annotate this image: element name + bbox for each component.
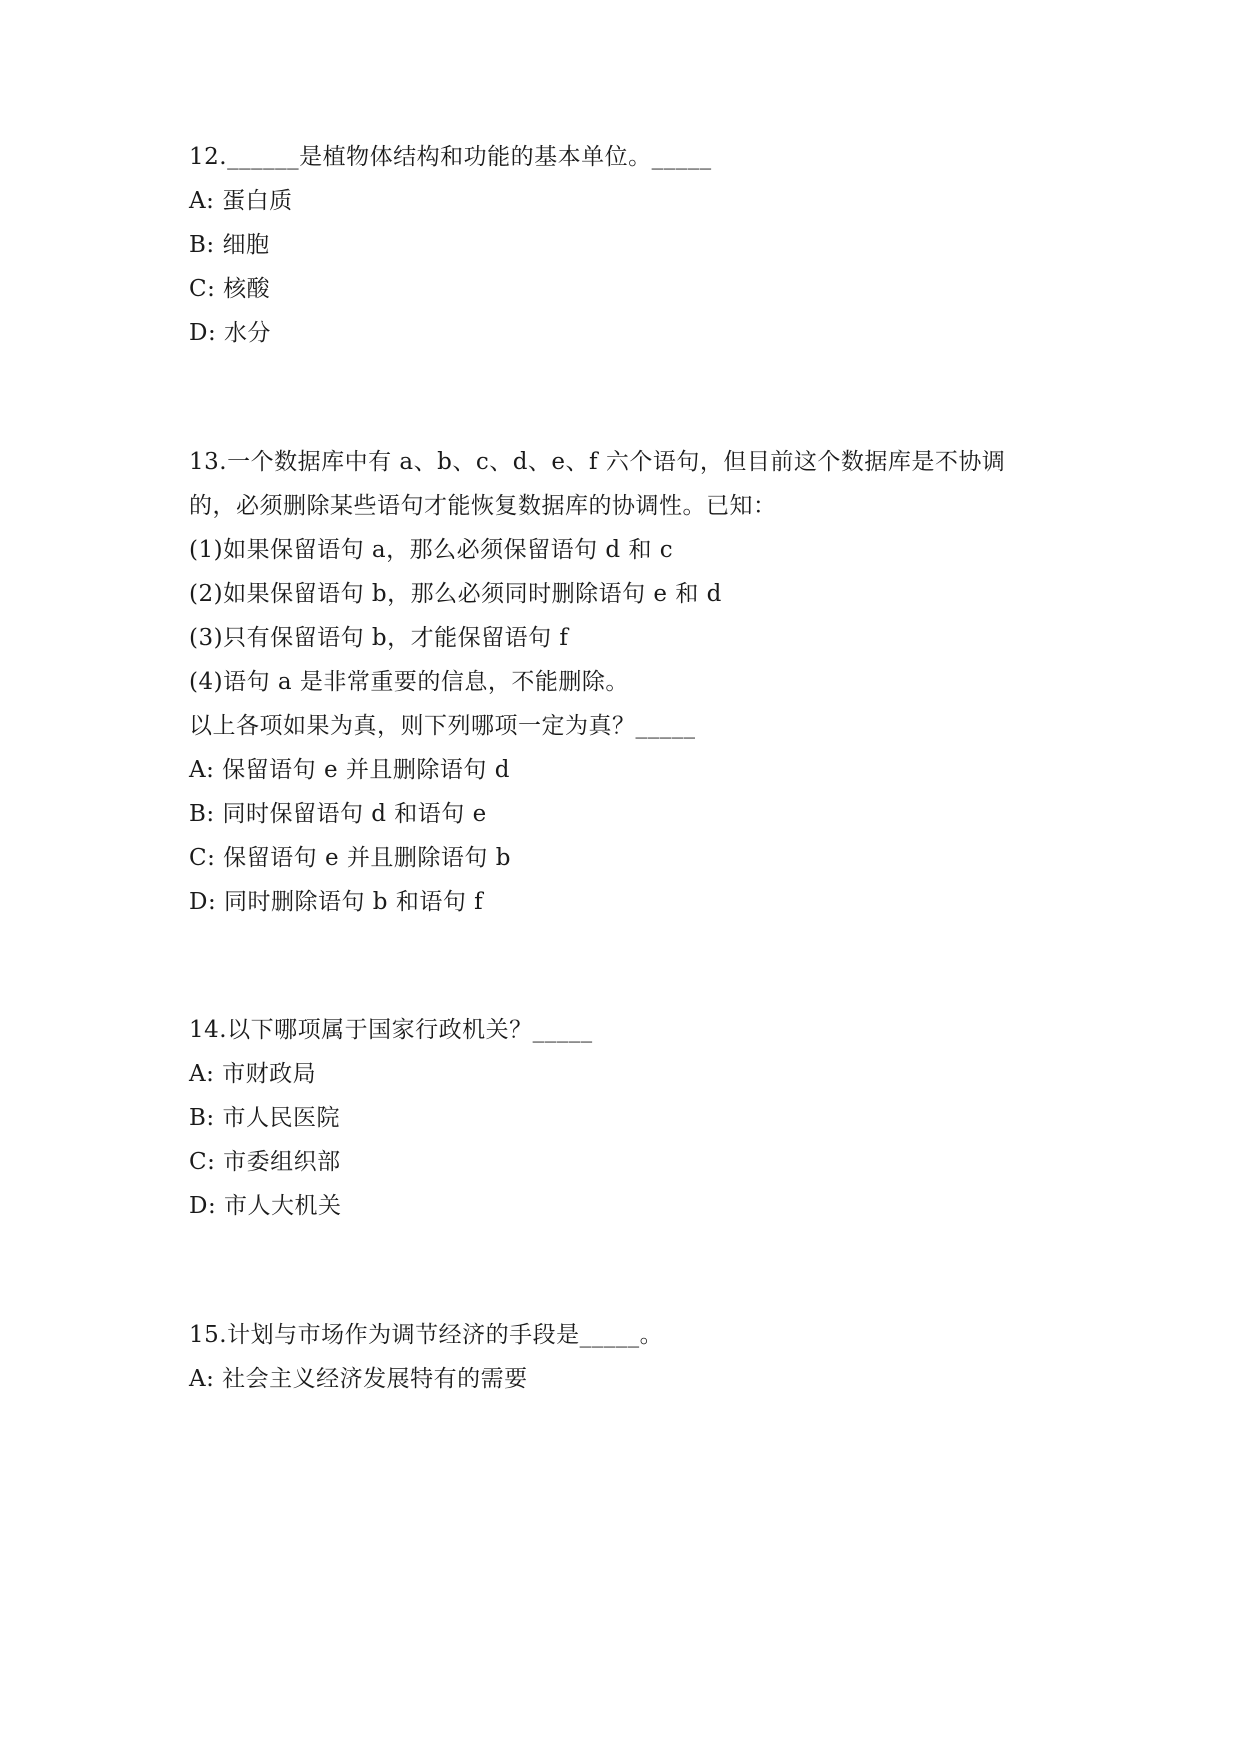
question-13-prompt: 以上各项如果为真，则下列哪项一定为真？_____: [189, 713, 696, 739]
question-14-option-c: C: 市委组织部: [189, 1149, 341, 1175]
question-15-stem: 15.计划与市场作为调节经济的手段是_____。: [189, 1322, 664, 1348]
question-13-condition-4: (4)语句 a 是非常重要的信息，不能删除。: [189, 669, 629, 695]
question-12-option-d: D: 水分: [189, 320, 272, 346]
question-14-option-b: B: 市人民医院: [189, 1105, 340, 1131]
question-13-condition-1: (1)如果保留语句 a，那么必须保留语句 d 和 c: [189, 537, 674, 563]
question-12-option-a: A: 蛋白质: [189, 188, 293, 214]
question-13-stem-line-1: 13.一个数据库中有 a、b、c、d、e、f 六个语句，但目前这个数据库是不协调: [189, 449, 1006, 475]
question-14-stem: 14.以下哪项属于国家行政机关？_____: [189, 1017, 593, 1043]
question-13-condition-3: (3)只有保留语句 b，才能保留语句 f: [189, 625, 569, 651]
question-13-condition-2: (2)如果保留语句 b，那么必须同时删除语句 e 和 d: [189, 581, 722, 607]
question-12-stem: 12.______是植物体结构和功能的基本单位。_____: [189, 144, 712, 170]
question-12-option-c: C: 核酸: [189, 276, 271, 302]
question-13-option-b: B: 同时保留语句 d 和语句 e: [189, 801, 487, 827]
question-13-option-d: D: 同时删除语句 b 和语句 f: [189, 889, 484, 915]
question-15-option-a: A: 社会主义经济发展特有的需要: [189, 1366, 528, 1392]
question-12-option-b: B: 细胞: [189, 232, 270, 258]
question-14-option-d: D: 市人大机关: [189, 1193, 342, 1219]
question-13-stem-line-2: 的，必须删除某些语句才能恢复数据库的协调性。已知：: [189, 493, 777, 519]
question-13-option-c: C: 保留语句 e 并且删除语句 b: [189, 845, 511, 871]
question-14-option-a: A: 市财政局: [189, 1061, 317, 1087]
question-13-option-a: A: 保留语句 e 并且删除语句 d: [189, 757, 510, 783]
